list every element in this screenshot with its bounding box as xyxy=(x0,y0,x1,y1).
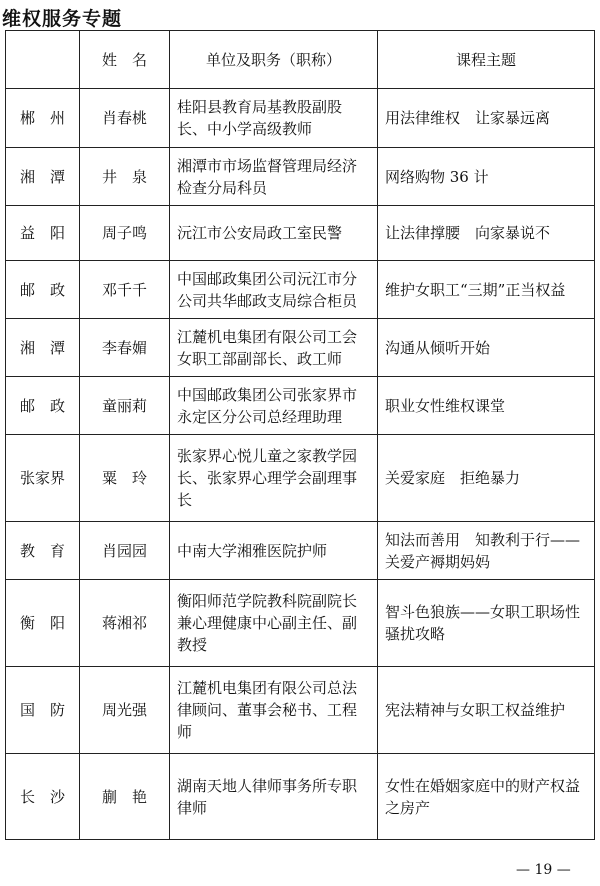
table-header-row xyxy=(6,31,595,89)
header-name: 姓 名 xyxy=(80,31,170,89)
row-topic: 宪法精神与女职工权益维护 xyxy=(378,667,595,754)
table-row xyxy=(6,754,595,840)
row-name: 周光强 xyxy=(80,667,170,754)
row-name: 肖春桃 xyxy=(80,89,170,148)
row-name: 粟 玲 xyxy=(80,435,170,522)
header-region xyxy=(6,31,80,89)
table-row xyxy=(6,89,595,148)
row-unit: 湖南天地人律师事务所专职律师 xyxy=(170,754,378,840)
row-region: 长 沙 xyxy=(6,754,80,840)
lecturer-table xyxy=(5,30,595,840)
row-region: 邮 政 xyxy=(6,377,80,435)
row-topic: 让法律撑腰 向家暴说不 xyxy=(378,206,595,261)
row-topic: 用法律维权 让家暴远离 xyxy=(378,89,595,148)
row-region: 教 育 xyxy=(6,522,80,580)
page-title: 维权服务专题 xyxy=(2,8,123,30)
row-unit: 桂阳县教育局基教股副股长、中小学高级教师 xyxy=(170,89,378,148)
header-unit: 单位及职务（职称） xyxy=(170,31,378,89)
header-topic: 课程主题 xyxy=(378,31,595,89)
table-row xyxy=(6,522,595,580)
row-unit: 张家界心悦儿童之家教学园长、张家界心理学会副理事长 xyxy=(170,435,378,522)
row-unit: 江麓机电集团有限公司工会女职工部副部长、政工师 xyxy=(170,319,378,377)
row-region: 国 防 xyxy=(6,667,80,754)
row-name: 肖园园 xyxy=(80,522,170,580)
table-row xyxy=(6,261,595,319)
row-topic: 职业女性维权课堂 xyxy=(378,377,595,435)
row-unit: 衡阳师范学院教科院副院长兼心理健康中心副主任、副教授 xyxy=(170,580,378,667)
row-unit: 湘潭市市场监督管理局经济检查分局科员 xyxy=(170,148,378,206)
row-region: 邮 政 xyxy=(6,261,80,319)
table-row xyxy=(6,206,595,261)
row-topic: 网络购物 36 计 xyxy=(378,148,595,206)
row-unit: 中国邮政集团公司张家界市永定区分公司总经理助理 xyxy=(170,377,378,435)
row-unit: 中国邮政集团公司沅江市分公司共华邮政支局综合柜员 xyxy=(170,261,378,319)
row-name: 周子鸣 xyxy=(80,206,170,261)
row-topic: 知法而善用 知教利于行——关爱产褥期妈妈 xyxy=(378,522,595,580)
row-topic: 维护女职工“三期”正当权益 xyxy=(378,261,595,319)
row-region: 张家界 xyxy=(6,435,80,522)
table-row xyxy=(6,377,595,435)
row-topic: 女性在婚姻家庭中的财产权益之房产 xyxy=(378,754,595,840)
row-region: 湘 潭 xyxy=(6,319,80,377)
row-unit: 沅江市公安局政工室民警 xyxy=(170,206,378,261)
row-name: 邓千千 xyxy=(80,261,170,319)
page-number: — 19 — xyxy=(516,862,571,878)
row-region: 衡 阳 xyxy=(6,580,80,667)
row-region: 湘 潭 xyxy=(6,148,80,206)
row-region: 益 阳 xyxy=(6,206,80,261)
row-unit: 江麓机电集团有限公司总法律顾问、董事会秘书、工程师 xyxy=(170,667,378,754)
row-name: 蒋湘祁 xyxy=(80,580,170,667)
row-topic: 智斗色狼族——女职工职场性骚扰攻略 xyxy=(378,580,595,667)
row-topic: 关爱家庭 拒绝暴力 xyxy=(378,435,595,522)
table-row xyxy=(6,580,595,667)
table-row xyxy=(6,148,595,206)
row-region: 郴 州 xyxy=(6,89,80,148)
row-unit: 中南大学湘雅医院护师 xyxy=(170,522,378,580)
table-row xyxy=(6,667,595,754)
table-row xyxy=(6,435,595,522)
table-row xyxy=(6,319,595,377)
row-name: 井 泉 xyxy=(80,148,170,206)
row-name: 童丽莉 xyxy=(80,377,170,435)
row-name: 李春媚 xyxy=(80,319,170,377)
row-topic: 沟通从倾听开始 xyxy=(378,319,595,377)
row-name: 蒯 艳 xyxy=(80,754,170,840)
